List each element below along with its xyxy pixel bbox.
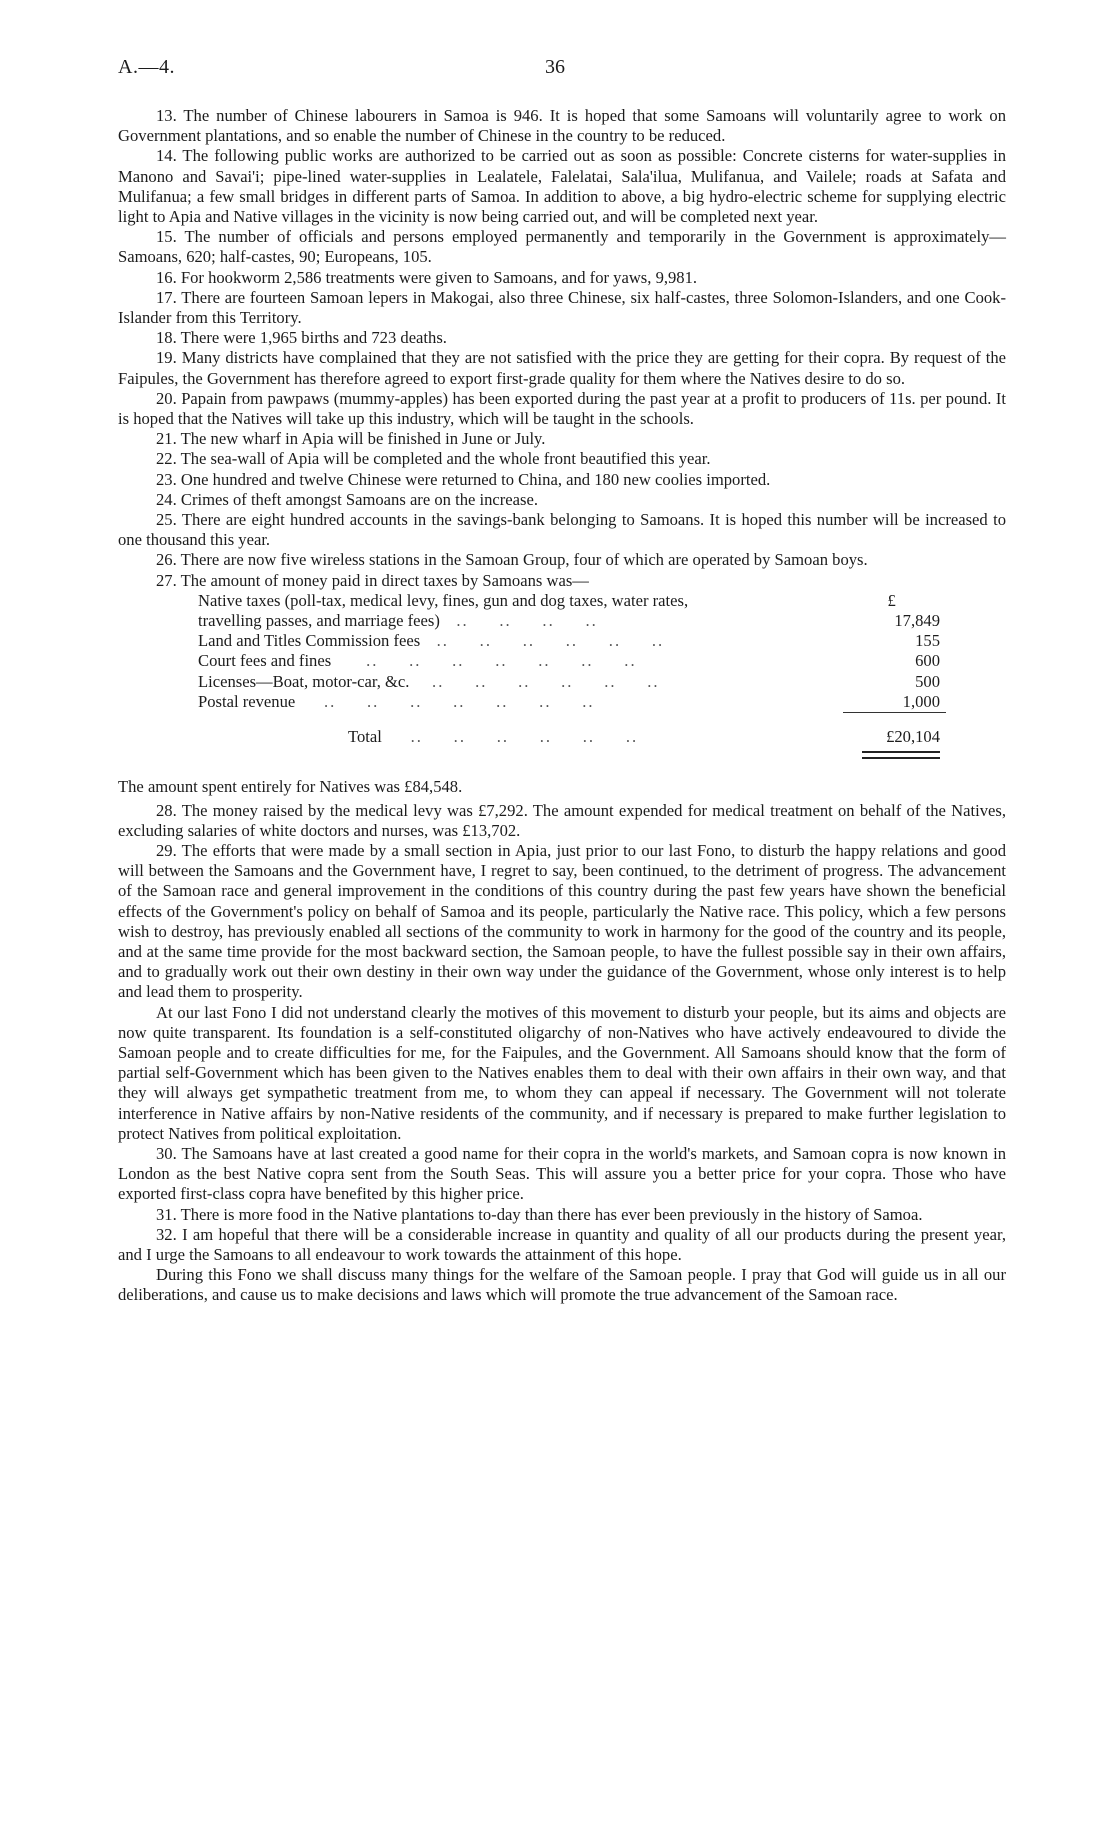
tax-amount: 500 [915,671,940,691]
document-reference: A.—4. [118,56,175,78]
total-amount: £20,104 [886,727,940,747]
leader-dots: .. .. .. .. .. .. [386,726,639,746]
tax-amount: 17,849 [894,611,940,631]
table-row [198,651,946,671]
natives-spending-line: The amount spent entirely for Natives was £84,548. [118,777,463,797]
direct-taxes-table [198,591,946,759]
leader-dots: .. .. .. .. [444,611,598,631]
total-label: Total [348,726,382,746]
paragraph-21: 21. The new wharf in Apia will be finished in June or July. [156,429,546,449]
paragraph-29-continued: At our last Fono I did not understand clearly the motives of this movement to disturb your people, but its aims and objects are now quite transparent. Its foundation is a self-constituted oligarchy of non-Natives who have actively endeavoured to divide the Samoan people and to create difficulties for me, for the Faipules, and the Government. All Samoans should know that the form of partial self-Government which has been given to the Natives enables them to deal with their own affairs in their own way, and that they will always get sympathetic treatment from me, to whom they can appeal if necessary. The Government will not tolerate interference in Native affairs by non-Native residents of the community, and if necessary is prepared to make further legislation to protect Natives from political exploitation. [118,1002,1006,1143]
paragraph-31: 31. There is more food in the Native plantations to-day than there has ever been previously in the history of Samoa. [156,1204,923,1224]
closing-paragraph: During this Fono we shall discuss many things for the welfare of the Samoan people. I pray that God will guide us in all our deliberations, and cause us to make decisions and laws which will promote the true advancement of the Samoan race. [118,1265,1006,1305]
paragraph-27-intro: 27. The amount of money paid in direct taxes by Samoans was— [156,570,589,590]
currency-header: £ [887,590,896,610]
paragraph-20: 20. Papain from pawpaws (mummy-apples) has been exported during the past year at a profit to producers of 11s. per pound. It is hoped that the Natives will take up this industry, which will be taught in the schools. [118,388,1006,429]
tax-label: Postal revenue [198,691,296,711]
tax-label: Land and Titles Commission fees [198,631,421,651]
paragraph-17: 17. There are fourteen Samoan lepers in Makogai, also three Chinese, six half-castes, three Solomon-Islanders, and one Cook-Islander from this Territory. [118,287,1006,328]
paragraph-14: 14. The following public works are authorized to be carried out as soon as possible: Concrete cisterns for water-supplies in Manono and Savai'i; pipe-lined water-supplies in Lealatele, Falelatai, Sala'ilua, Mulifanua, and Vailele; roads at Safata and Mulifanua; a few small bridges in different parts of Samoa. In addition to above, a big hydro-electric scheme for supplying electric light to Apia and Native villages in the vicinity is now being carried out, and will be completed next year. [118,146,1006,227]
page-number: 36 [545,56,565,78]
tax-amount: 155 [915,631,940,651]
leader-dots: .. .. .. .. .. .. .. [299,691,595,711]
tax-amount: 1,000 [902,691,940,711]
tax-amount: 600 [915,651,940,671]
table-row [198,631,946,651]
paragraph-19: 19. Many districts have complained that they are not satisfied with the price they are getting for their copra. By request of the Faipules, the Government has therefore agreed to export first-grade quality for them where the Natives desire to do so. [118,348,1006,388]
leader-dots: .. .. .. .. .. .. [413,671,660,691]
tax-label: travelling passes, and marriage fees) [198,611,440,631]
paragraph-26: 26. There are now five wireless stations in the Samoan Group, four of which are operated by Samoan boys. [156,550,868,570]
table-row [198,591,946,611]
table-row [198,672,946,692]
leader-dots: .. .. .. .. .. .. [424,631,665,651]
tax-label: Court fees and fines [198,651,332,671]
paragraph-29: 29. The efforts that were made by a small section in Apia, just prior to our last Fono, to disturb the happy relations and good will between the Samoans and the Government have, I regret to say, been continued, to the detriment of progress. The advancement of the Samoan race and general improvement in the conditions of this country during the past few years have shown the beneficial effects of the Government's policy on behalf of Samoa and its people, particularly the Native race. This policy, which a few persons wish to destroy, has previously enabled all sections of the community to work in harmony for the good of the country and its people, and at the same time provide for the most backward section, the Samoan people, to have the fullest possible say in their own affairs, and to gradually work out their own destiny in their own way under the guidance of the Government, whose only interest is to help and lead them to prosperity. [118,840,1006,1002]
table-row [198,611,946,631]
paragraph-16: 16. For hookworm 2,586 treatments were given to Samoans, and for yaws, 9,981. [156,267,698,287]
tax-label: Licenses—Boat, motor-car, &c. [198,671,410,691]
paragraph-30: 30. The Samoans have at last created a good name for their copra in the world's markets, and Samoan copra is now known in London as the best Native copra sent from the South Seas. This will assure you a better price for your copra. Those who have exported first-class copra have benefited by this higher price. [118,1143,1006,1204]
paragraph-22: 22. The sea-wall of Apia will be completed and the whole front beautified this year. [156,449,711,469]
paragraph-24: 24. Crimes of theft amongst Samoans are on the increase. [156,489,539,509]
leader-dots: .. .. .. .. .. .. .. [335,651,637,671]
paragraph-18: 18. There were 1,965 births and 723 deaths. [156,328,447,348]
document-body [118,106,1006,1306]
tax-label: Native taxes (poll-tax, medical levy, fines, gun and dog taxes, water rates, [198,590,689,610]
table-row [198,692,946,713]
double-rule [862,751,940,759]
paragraph-15: 15. The number of officials and persons employed permanently and temporarily in the Government is approximately—Samoans, 620; half-castes, 90; Europeans, 105. [118,227,1006,267]
paragraph-25: 25. There are eight hundred accounts in the savings-bank belonging to Samoans. It is hoped this number will be increased to one thousand this year. [118,510,1006,550]
paragraph-13: 13. The number of Chinese labourers in Samoa is 946. It is hoped that some Samoans will voluntarily agree to work on Government plantations, and so enable the number of Chinese in the country to be reduced. [118,106,1006,146]
paragraph-28: 28. The money raised by the medical levy was £7,292. The amount expended for medical treatment on behalf of the Natives, excluding salaries of white doctors and nurses, was £13,702. [118,800,1006,840]
table-row [198,713,946,760]
paragraph-23: 23. One hundred and twelve Chinese were returned to China, and 180 new coolies imported. [156,469,771,489]
paragraph-32: 32. I am hopeful that there will be a considerable increase in quantity and quality of all our products during the present year, and I urge the Samoans to all endeavour to work towards the attainment of this hope. [118,1224,1006,1264]
